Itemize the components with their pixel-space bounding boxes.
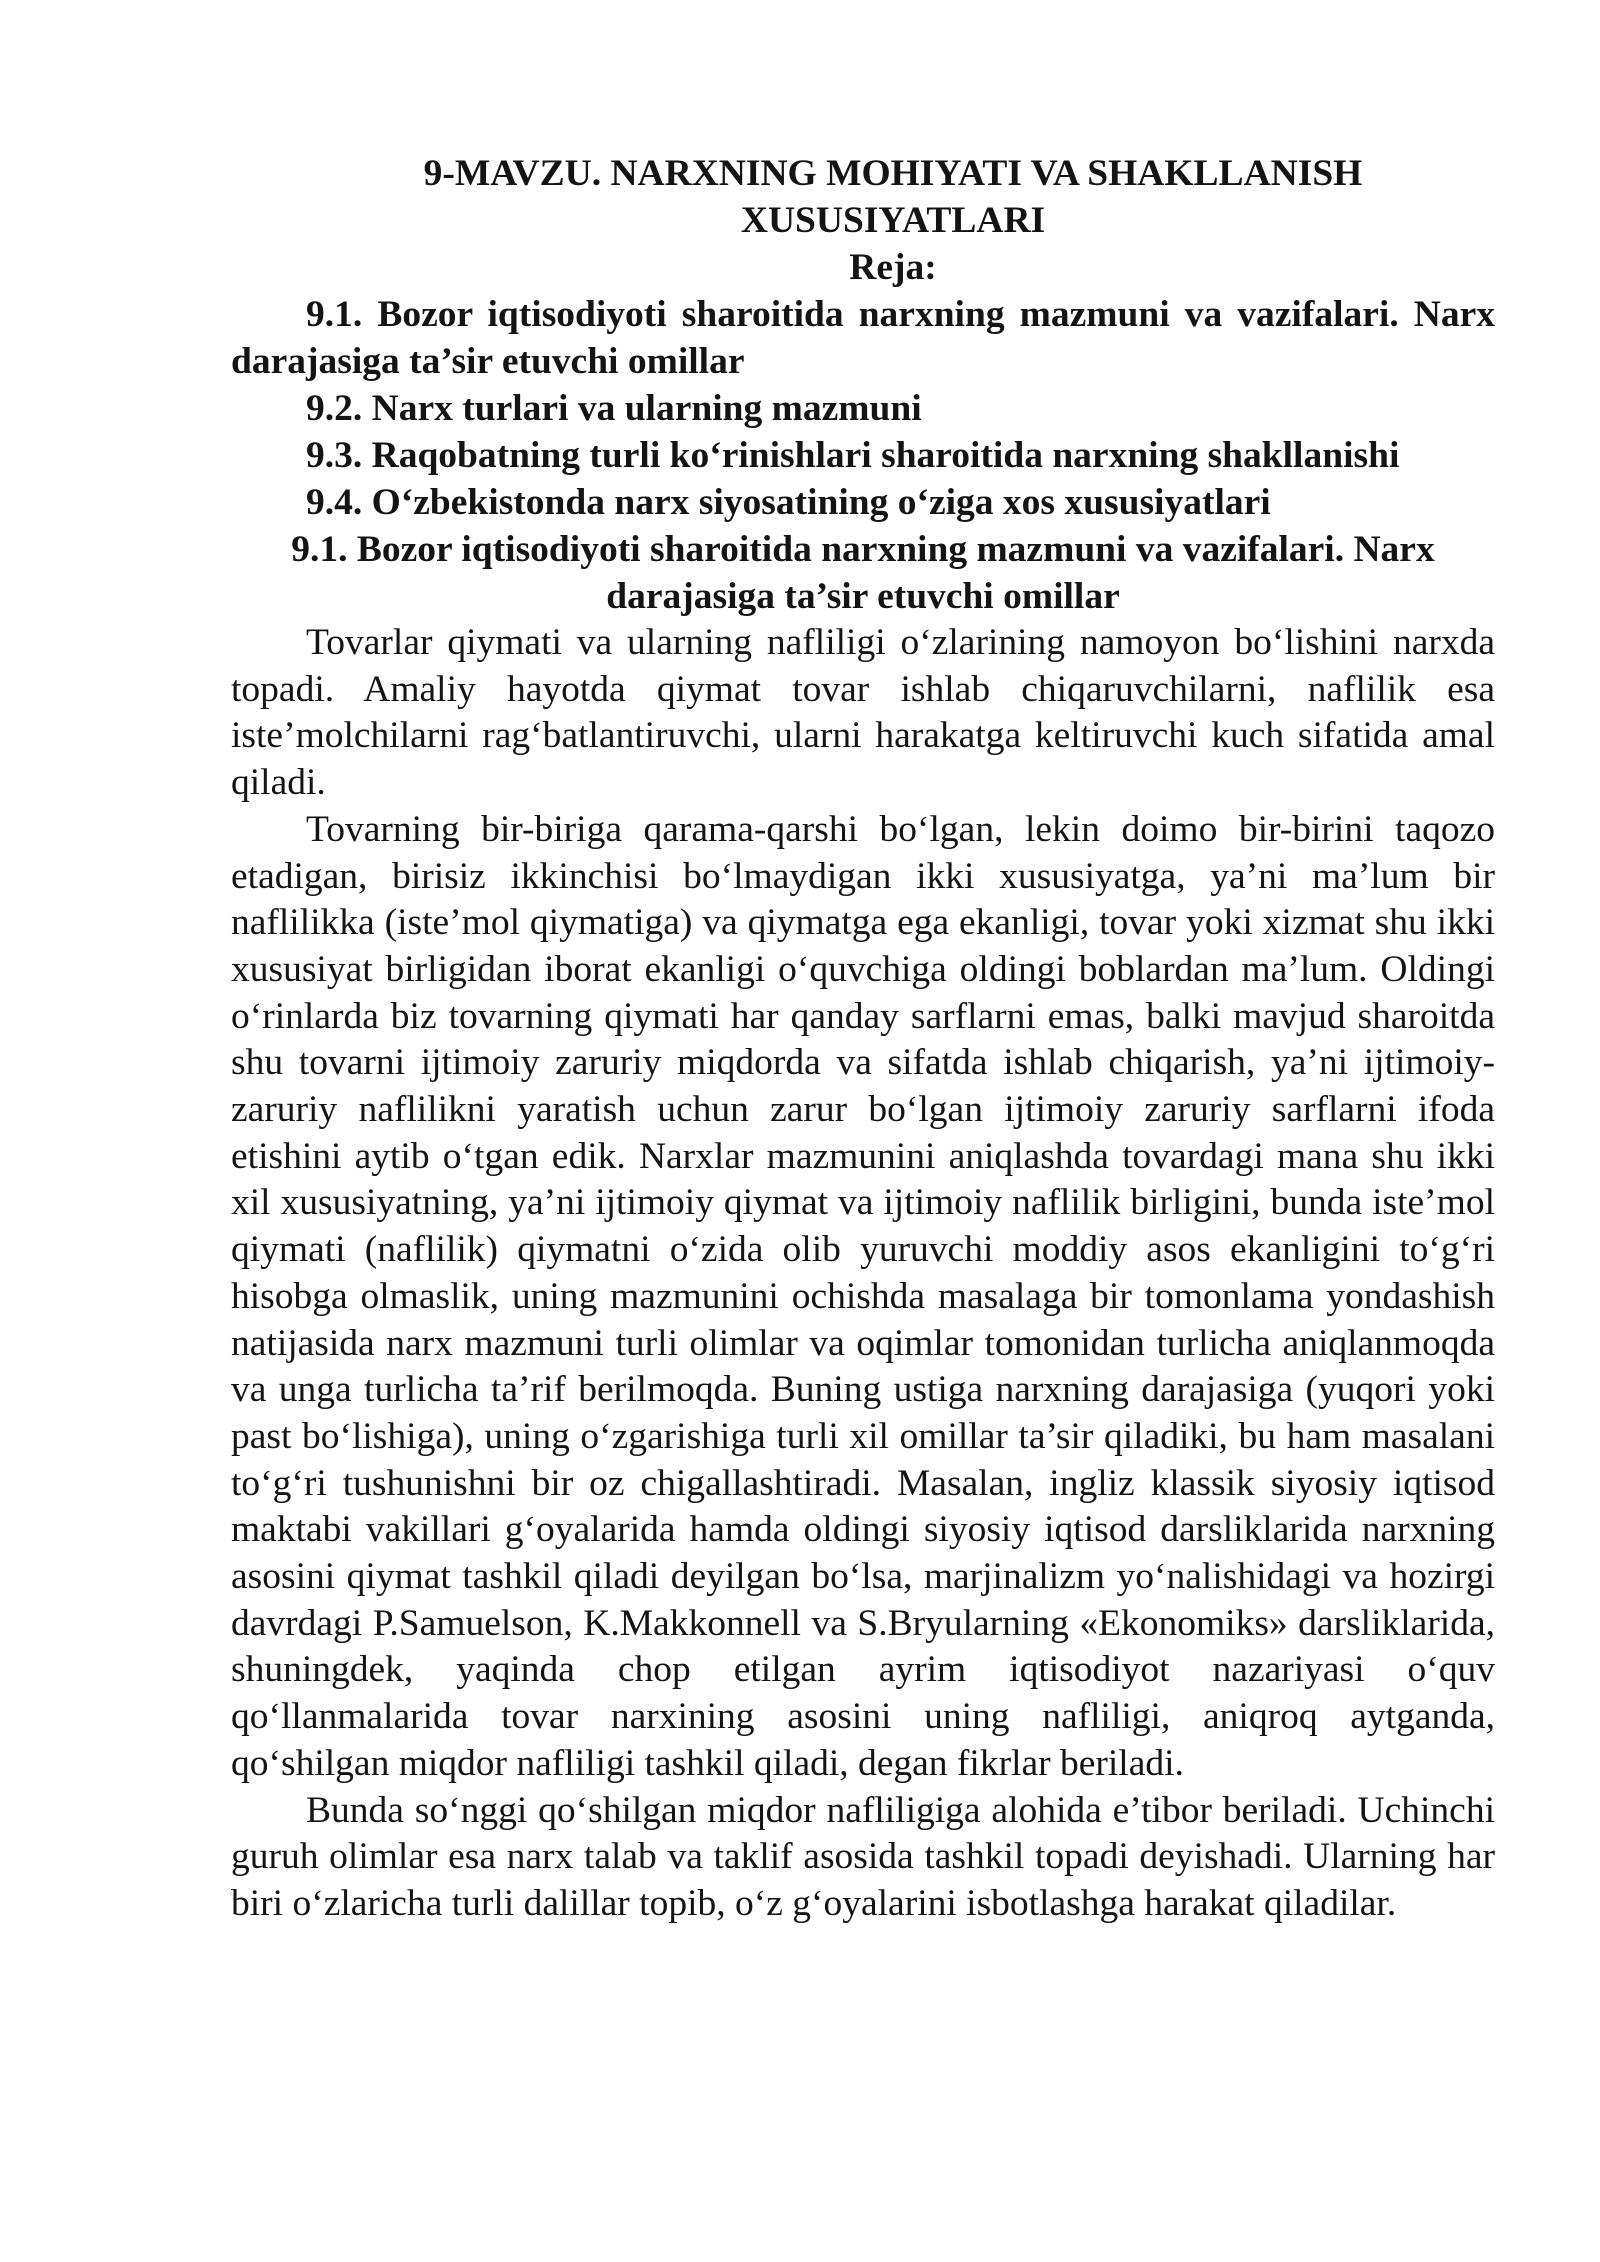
- plan-heading: Reja:: [849, 247, 937, 288]
- page-title: 9-MAVZU. NARXNING MOHIYATI VA SHAKLLANISH XUSUSIYATLARI: [423, 153, 1363, 241]
- plan-item-9-4: 9.4. O‘zbekistonda narx siyosatining o‘ziga xos xususiyatlari: [306, 482, 1271, 523]
- section-heading: 9.1. Bozor iqtisodiyoti sharoitida narxning mazmuni va vazifalari. Narx darajasiga ta’sir etuvchi omillar: [291, 529, 1435, 617]
- plan-item-9-2: 9.2. Narx turlari va ularning mazmuni: [306, 388, 922, 429]
- body-paragraph: Tovarlar qiymati va ularning nafliligi o‘zlarining namoyon bo‘lishini narxda topadi. Amaliy hayotda qiymat tovar ishlab chiqaruvchilarni, naflilik esa iste’molchilarni rag‘batlantiruvchi, ularni harakatga keltiruvchi kuch sifatida amal qiladi.: [231, 622, 1495, 804]
- body-paragraph: Tovarning bir-biriga qarama-qarshi bo‘lgan, lekin doimo bir-birini taqozo etadigan, birisiz ikkinchisi bo‘lmaydigan ikki xususiyatga, ya’ni ma’lum bir naflilikka (iste’mol qiymatiga) va qiymatga ega ekanligi, tovar yoki xizmat shu ikki xususiyat birligidan iborat ekanligi o‘quvchiga oldingi boblardan ma’lum. Oldingi o‘rinlarda biz tovarning qiymati har qanday sarflarni emas, balki mavjud sharoitda shu tovarni ijtimoiy zaruriy miqdorda va sifatda ishlab chiqarish, ya’ni ijtimoiy-zaruriy naflilikni yaratish uchun zarur bo‘lgan ijtimoiy zaruriy sarflarni ifoda etishini aytib o‘tgan edik. Narxlar mazmunini aniqlashda tovardagi mana shu ikki xil xususiyatning, ya’ni ijtimoiy qiymat va ijtimoiy naflilik birligini, bunda iste’mol qiymati (naflilik) qiymatni o‘zida olib yuruvchi moddiy asos ekanligini to‘g‘ri hisobga olmaslik, uning mazmunini ochishda masalaga bir tomonlama yondashish natijasida narx mazmuni turli olimlar va oqimlar tomonidan turlicha aniqlanmoqda va unga turlicha ta’rif berilmoqda. Buning ustiga narxning darajasiga (yuqori yoki past bo‘lishiga), uning o‘zgarishiga turli xil omillar ta’sir qiladiki, bu ham masalani to‘g‘ri tushunishni bir oz chigallashtiradi. Masalan, ingliz klassik siyosiy iqtisod maktabi vakillari g‘oyalarida hamda oldingi siyosiy iqtisod darsliklarida narxning asosini qiymat tashkil qiladi deyilgan bo‘lsa, marjinalizm yo‘nalishidagi va hozirgi davrdagi P.Samuelson, K.Makkonnell va S.Bryularning «Ekonomiks» darsliklarida, shuningdek, yaqinda chop etilgan ayrim iqtisodiyot nazariyasi o‘quv qo‘llanmalarida tovar narxining asosini uning nafliligi, aniqroq aytganda, qo‘shilgan miqdor nafliligi tashkil qiladi, degan fikrlar beriladi.: [231, 808, 1495, 1784]
- plan-item-9-1: 9.1. Bozor iqtisodiyoti sharoitida narxning mazmuni va vazifalari. Narx darajasiga ta’sir etuvchi omillar: [231, 294, 1495, 382]
- plan-item-9-3: 9.3. Raqobatning turli ko‘rinishlari sharoitida narxning shakllanishi: [306, 435, 1400, 476]
- document-page: [231, 150, 1495, 1928]
- body-paragraph: Bunda so‘nggi qo‘shilgan miqdor nafliligiga alohida e’tibor beriladi. Uchinchi guruh olimlar esa narx talab va taklif asosida tashkil topadi deyishadi. Ularning har biri o‘zlaricha turli dalillar topib, o‘z g‘oyalarini isbotlashga harakat qiladilar.: [231, 1789, 1495, 1924]
